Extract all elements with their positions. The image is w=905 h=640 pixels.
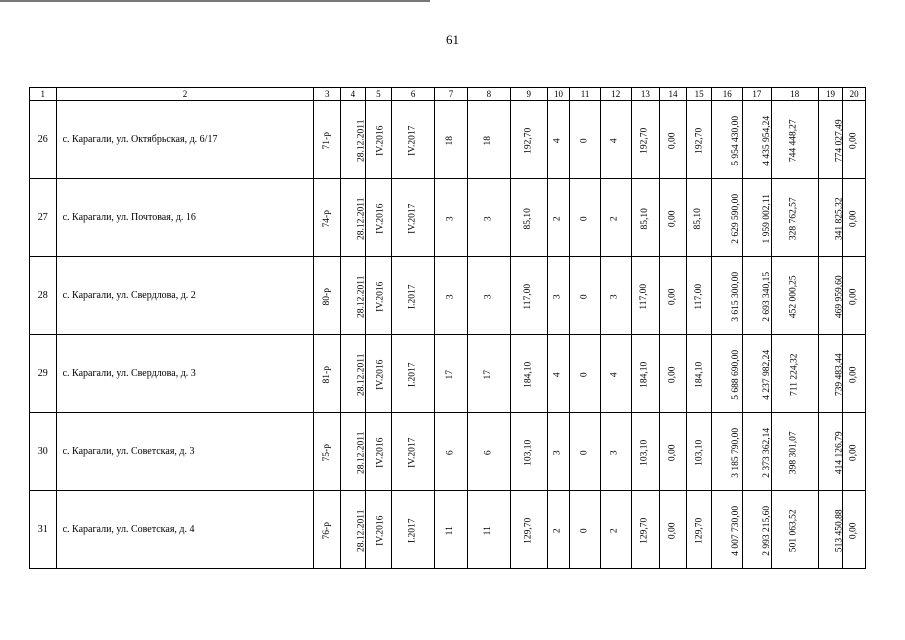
table-cell [365,413,392,491]
table-cell [818,491,843,569]
table-cell: с. Карагали, ул. Октябрьская, д. 6/17 [56,101,314,179]
table-cell [818,179,843,257]
cell-text: 4 007 730,00 [731,505,742,556]
column-header: 7 [435,88,468,101]
table-cell [392,413,435,491]
cell-text: 184,10 [523,361,534,388]
column-header: 8 [467,88,510,101]
table-cell [818,335,843,413]
cell-text: 0 [579,294,590,299]
cell-text: 0,00 [848,288,859,305]
cell-text: 6 [445,450,456,455]
table-cell [365,491,392,569]
cell-text: 3 [552,294,563,299]
table-row [30,101,866,179]
table-cell [435,179,468,257]
table-cell [314,491,341,569]
table-cell: с. Карагали, ул. Почтовая, д. 16 [56,179,314,257]
cell-text: 80-р [321,287,332,306]
cell-text: 4 [552,138,563,143]
cell-text: 3 185 790,00 [731,427,742,478]
table-cell [660,257,687,335]
cell-text: I.2017 [407,284,418,309]
cell-text: 3 [445,294,456,299]
table-cell [660,179,687,257]
column-header: 13 [631,88,660,101]
table-cell [660,101,687,179]
cell-text: 85,10 [639,207,650,230]
top-rule [0,0,430,2]
table-cell [843,413,866,491]
table-cell [547,335,570,413]
cell-text: 1 959 002,11 [762,193,773,244]
table-cell [686,179,712,257]
cell-text: 0,00 [848,522,859,539]
column-header: 20 [843,88,866,101]
cell-text: 75-р [321,443,332,462]
table-cell [510,101,547,179]
table-cell [314,179,341,257]
cell-text: 11 [483,525,494,536]
cell-text: 192,70 [639,127,650,154]
cell-text: 117,00 [693,283,704,310]
cell-text: 0,00 [848,366,859,383]
cell-text: 5 688 690,00 [731,349,742,400]
table-cell [743,179,772,257]
cell-text: 0,00 [848,132,859,149]
table-cell [547,257,570,335]
cell-text: 18 [483,135,494,146]
table-cell [467,491,510,569]
cell-text: 0,00 [667,366,678,383]
column-header: 6 [392,88,435,101]
column-header: 12 [600,88,631,101]
table-cell: 26 [30,101,57,179]
cell-text: 6 [483,450,494,455]
cell-text: 469 959,60 [834,275,845,318]
cell-text: 2 [552,528,563,533]
table-cell [686,413,712,491]
table-cell [771,179,818,257]
table-cell [392,491,435,569]
table-cell: с. Карагали, ул. Свердлова, д. 3 [56,335,314,413]
table-cell [435,257,468,335]
cell-text: 129,70 [523,517,534,544]
table-cell [392,101,435,179]
table-cell [631,413,660,491]
table-cell [686,491,712,569]
table-cell: 27 [30,179,57,257]
table-cell [341,101,366,179]
column-header: 5 [365,88,392,101]
table-cell [314,101,341,179]
cell-text: 3 615 300,00 [731,271,742,322]
table-row [30,413,866,491]
table-cell [570,257,601,335]
cell-text: 117,00 [523,283,534,310]
table-cell [570,335,601,413]
table-cell [341,179,366,257]
table-cell [547,413,570,491]
table-cell: 30 [30,413,57,491]
column-header: 14 [660,88,687,101]
cell-text: 744 448,27 [788,119,799,162]
table-cell [510,257,547,335]
cell-text: 501 063,52 [788,509,799,552]
cell-text: I.2017 [407,362,418,387]
cell-text: 0,00 [667,444,678,461]
cell-text: 103,10 [639,439,650,466]
cell-text: 2 [552,216,563,221]
cell-text: 2 693 340,15 [762,271,773,322]
table-cell [341,491,366,569]
table-row [30,491,866,569]
table-cell [631,335,660,413]
table-cell [712,101,743,179]
table-cell [771,335,818,413]
table-cell [843,179,866,257]
column-header: 17 [743,88,772,101]
table-cell [771,101,818,179]
table-cell [392,257,435,335]
cell-text: 3 [609,450,620,455]
column-header: 18 [771,88,818,101]
table-cell [570,491,601,569]
table-cell [686,335,712,413]
table-cell [631,491,660,569]
cell-text: 0 [579,138,590,143]
cell-text: 117,00 [639,283,650,310]
cell-text: 0,00 [848,444,859,461]
table-row [30,257,866,335]
table-cell [600,257,631,335]
table-cell [341,257,366,335]
table-cell [843,335,866,413]
column-header: 10 [547,88,570,101]
table-cell [365,335,392,413]
table-cell: с. Карагали, ул. Свердлова, д. 2 [56,257,314,335]
cell-text: 74-р [321,209,332,228]
table-cell [743,257,772,335]
column-header: 11 [570,88,601,101]
table-cell [341,335,366,413]
table-cell [712,257,743,335]
cell-text: 328 762,57 [788,197,799,240]
table-cell: 28 [30,257,57,335]
table-row [30,335,866,413]
cell-text: 192,70 [694,127,705,154]
cell-text: 103,10 [523,439,534,466]
table-cell [435,491,468,569]
table-cell [392,335,435,413]
cell-text: 28.12.2011 [356,431,367,474]
table-cell [467,413,510,491]
table-cell [631,101,660,179]
cell-text: IV.2016 [374,515,385,546]
cell-text: 4 [609,372,620,377]
table-cell [570,101,601,179]
table-cell [365,257,392,335]
table-cell [660,491,687,569]
cell-text: 2 629 590,00 [731,193,742,244]
cell-text: 71-р [321,131,332,150]
cell-text: 2 [609,216,620,221]
cell-text: 414 126,79 [834,431,845,474]
table-cell [660,413,687,491]
table-cell [314,413,341,491]
table-cell [365,179,392,257]
table-cell [771,257,818,335]
table-cell [314,257,341,335]
table-cell [743,335,772,413]
table-cell [510,491,547,569]
column-header: 1 [30,88,57,101]
cell-text: 4 237 982,24 [762,349,773,400]
cell-text: 28.12.2011 [356,119,367,162]
cell-text: 0 [579,216,590,221]
column-header: 4 [341,88,366,101]
cell-text: 3 [483,294,494,299]
cell-text: 4 435 954,24 [762,115,773,166]
table-cell [467,257,510,335]
cell-text: 739 483,44 [834,353,845,396]
header-row [30,88,866,101]
table-cell [600,101,631,179]
table-cell [467,335,510,413]
cell-text: 4 [609,138,620,143]
cell-text: 2 [609,528,620,533]
table-cell [547,179,570,257]
cell-text: 3 [609,294,620,299]
cell-text: 711 224,32 [788,353,799,396]
table-cell [712,491,743,569]
cell-text: 3 [445,216,456,221]
table-cell [467,179,510,257]
cell-text: 0,00 [667,210,678,227]
cell-text: 3 [552,450,563,455]
cell-text: 0 [579,372,590,377]
column-header: 3 [314,88,341,101]
table-cell [365,101,392,179]
cell-text: 28.12.2011 [356,197,367,240]
table-cell [843,101,866,179]
column-header: 15 [686,88,712,101]
table-cell [743,101,772,179]
cell-text: 28.12.2011 [356,509,367,552]
cell-text: 0,00 [667,288,678,305]
table-cell [712,413,743,491]
cell-text: 28.12.2011 [356,353,367,396]
cell-text: 129,70 [694,517,705,544]
table-cell [660,335,687,413]
table-cell [435,335,468,413]
table-cell [818,101,843,179]
cell-text: 0 [579,528,590,533]
table-cell [341,413,366,491]
cell-text: 0,00 [848,210,859,227]
cell-text: 81-р [321,365,332,384]
column-header: 19 [818,88,843,101]
cell-text: 2 993 215,60 [762,505,773,556]
table-cell [743,491,772,569]
cell-text: IV.2016 [374,203,385,234]
table-cell [600,491,631,569]
table-cell [547,101,570,179]
table-cell [631,257,660,335]
table-cell [818,257,843,335]
cell-text: 129,70 [639,517,650,544]
cell-text: 0 [579,450,590,455]
cell-text: IV.2016 [374,359,385,390]
table-cell [631,179,660,257]
table-cell [686,101,712,179]
cell-text: IV.2016 [374,437,385,468]
table-cell [600,413,631,491]
cell-text: 28.12.2011 [356,275,367,318]
table-cell [570,179,601,257]
table-cell: 31 [30,491,57,569]
table-cell [435,101,468,179]
table-cell [600,179,631,257]
table-cell [771,413,818,491]
cell-text: IV.2017 [407,125,418,156]
data-table [29,87,866,569]
cell-text: IV.2016 [374,281,385,312]
table-cell [435,413,468,491]
column-header: 9 [510,88,547,101]
cell-text: 0,00 [667,132,678,149]
cell-text: 774 027,49 [834,119,845,162]
table-cell [771,491,818,569]
cell-text: 184,10 [694,361,705,388]
table-cell [392,179,435,257]
cell-text: 192,70 [523,127,534,154]
cell-text: 17 [445,369,456,380]
cell-text: IV.2017 [407,437,418,468]
cell-text: 0,00 [667,522,678,539]
cell-text: IV.2017 [407,203,418,234]
table-cell [510,335,547,413]
cell-text: 103,10 [694,439,705,466]
table-cell [712,335,743,413]
cell-text: 398 301,07 [788,431,799,474]
table-cell [743,413,772,491]
cell-text: 85,10 [523,207,534,230]
cell-text: 452 000,25 [788,275,799,318]
cell-text: 513 450,88 [834,509,845,552]
cell-text: I.2017 [407,518,418,543]
cell-text: 4 [552,372,563,377]
table-cell: 29 [30,335,57,413]
table-cell [600,335,631,413]
table-cell: с. Карагали, ул. Советская, д. 4 [56,491,314,569]
table-cell [843,257,866,335]
table-cell [510,179,547,257]
cell-text: 17 [483,369,494,380]
cell-text: 85,10 [693,207,704,230]
table-cell [547,491,570,569]
cell-text: 18 [445,135,456,146]
table-cell [818,413,843,491]
table-cell [843,491,866,569]
table-cell [712,179,743,257]
table-cell [467,101,510,179]
table-cell: с. Карагали, ул. Советская, д. 3 [56,413,314,491]
table-row [30,179,866,257]
cell-text: 2 373 362,14 [762,427,773,478]
cell-text: 5 954 430,00 [731,115,742,166]
cell-text: 341 825,32 [834,197,845,240]
table-cell [510,413,547,491]
table-cell [314,335,341,413]
table-cell [570,413,601,491]
cell-text: 3 [483,216,494,221]
cell-text: 11 [445,525,456,536]
cell-text: IV.2016 [374,125,385,156]
cell-text: 184,10 [639,361,650,388]
page-number: 61 [446,32,459,47]
column-header: 2 [56,88,314,101]
cell-text: 76-р [321,521,332,540]
column-header: 16 [712,88,743,101]
table-cell [686,257,712,335]
